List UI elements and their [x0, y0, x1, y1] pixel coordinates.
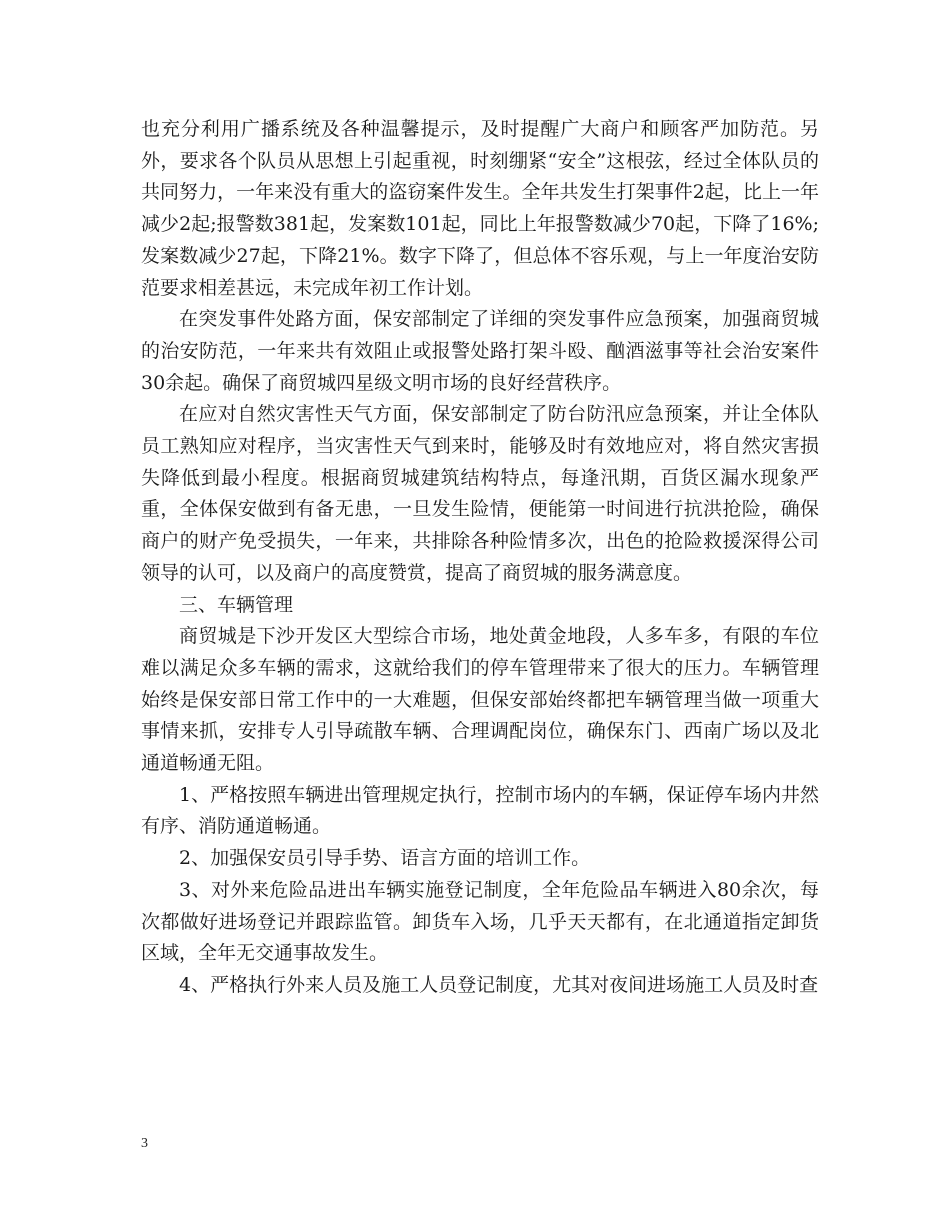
body-text: [141, 114, 819, 1002]
list-item-2: 2、加强保安员引导手势、语言方面的培训工作。: [179, 847, 591, 870]
paragraph-natural-disaster: 在应对自然灾害性天气方面，保安部制定了防台防汛应急预案，并让全体队员工熟知应对程序，当灾害性天气到来时，能够及时有效地应对，将自然灾害损失降低到最小程度。根据商贸城建筑结构特点，每逢汛期，百货区漏水现象严重，全体保安做到有备无患，一旦发生险情，便能第一时间进行抗洪抢险，确保商户的财产免受损失，一年来，共排除各种险情多次，出色的抢险救援深得公司领导的认可，以及商户的高度赞赏，提高了商贸城的服务满意度。: [141, 403, 819, 584]
list-item-3: 3、对外来危险品进出车辆实施登记制度，全年危险品车辆进入80余次，每次都做好进场登记并跟踪监管。卸货车入场，几乎天天都有，在北通道指定卸货区域，全年无交通事故发生。: [141, 878, 819, 965]
paragraph-continuation: 也充分利用广播系统及各种温馨提示，及时提醒广大商户和顾客严加防范。另外，要求各个队员从思想上引起重视，时刻绷紧“安全”这根弦，经过全体队员的共同努力，一年来没有重大的盗窃案件发生。全年共发生打架事件2起，比上一年减少2起;报警数381起，发案数101起，同比上年报警数减少70起，下降了16%;发案数减少27起，下降21%。数字下降了，但总体不容乐观，与上一年度治安防范要求相差甚远，未完成年初工作计划。: [141, 118, 819, 299]
page-number: 3: [141, 1136, 148, 1151]
paragraph-emergency-handling: 在突发事件处路方面，保安部制定了详细的突发事件应急预案，加强商贸城的治安防范，一年来共有效阻止或报警处路打架斗殴、酗酒滋事等社会治安案件30余起。确保了商贸城四星级文明市场的良好经营秩序。: [141, 308, 819, 394]
paragraph-vehicle-overview: 商贸城是下沙开发区大型综合市场，地处黄金地段，人多车多，有限的车位难以满足众多车辆的需求，这就给我们的停车管理带来了很大的压力。车辆管理始终是保安部日常工作中的一大难题，但保安部始终都把车辆管理当做一项重大事情来抓，安排专人引导疏散车辆、合理调配岗位，确保东门、西南广场以及北通道畅通无阻。: [141, 625, 819, 775]
list-item-4: 4、严格执行外来人员及施工人员登记制度，尤其对夜间进场施工人员及时查: [179, 973, 819, 996]
list-item-1: 1、严格按照车辆进出管理规定执行，控制市场内的车辆，保证停车场内井然有序、消防通道畅通。: [141, 783, 819, 838]
section-heading-vehicle-management: 三、车辆管理: [179, 593, 294, 616]
